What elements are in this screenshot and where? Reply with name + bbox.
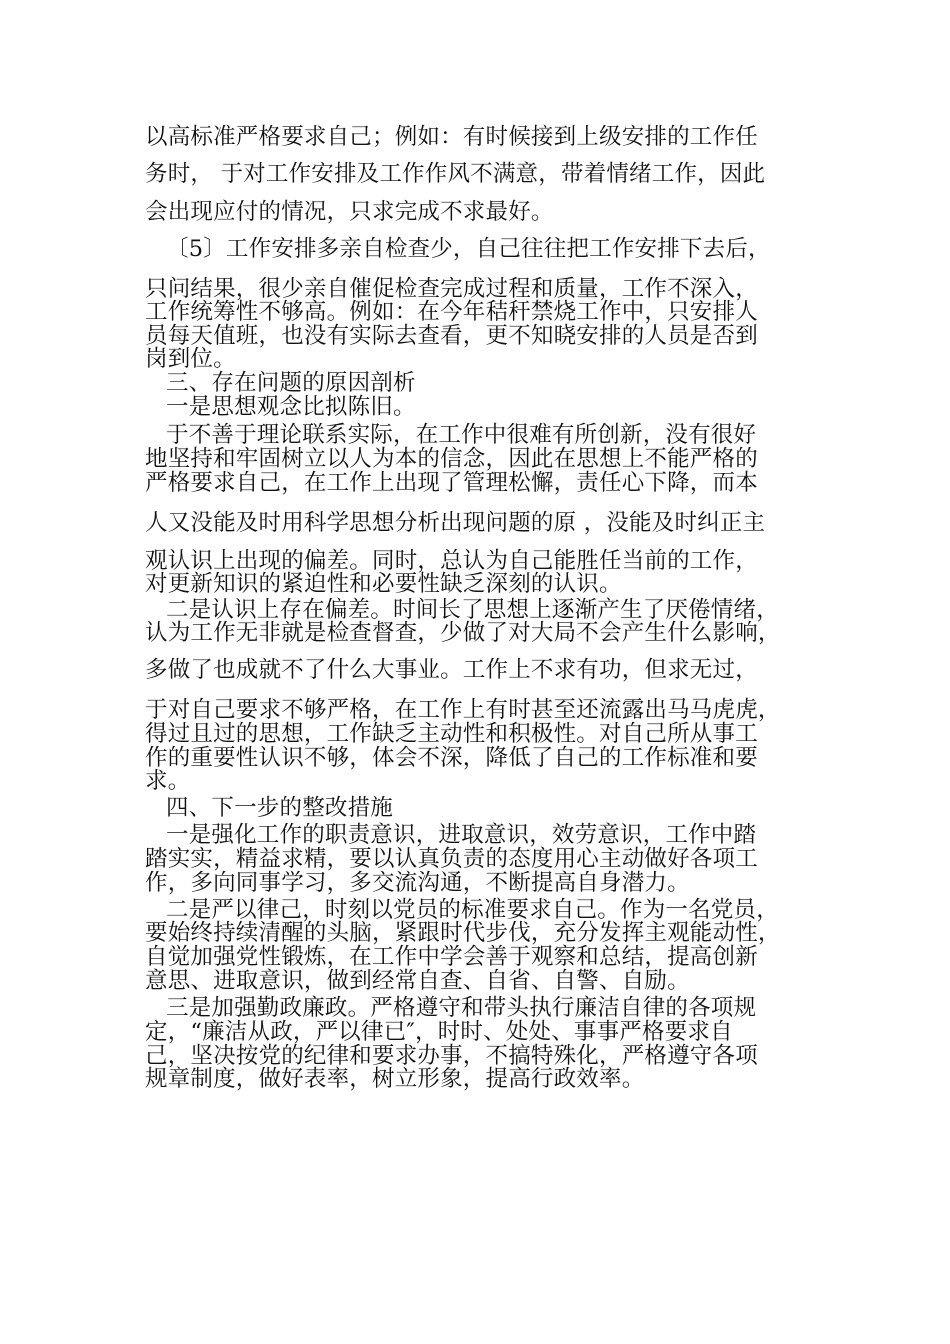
text-line: 一是强化工作的职责意识，进取意识，效劳意识，工作中踏	[166, 822, 757, 848]
text-line: 定，“廉洁从政，严以律已″，时时、处处、事事严格要求自	[145, 1019, 733, 1045]
text-line: 二是认识上存在偏差。时间长了思想上逐渐产生了厌倦情绪，	[166, 597, 779, 623]
text-line: 多做了也成就不了什么大事业。工作上不求有功，但求无过，	[145, 657, 758, 683]
text-line: 自觉加强党性锻炼，在工作中学会善于观察和总结，提高创新	[145, 944, 758, 970]
text-line: 员每天值班，也没有实际去查看，更不知晓安排的人员是否到	[145, 323, 758, 349]
text-line: 严格要求自己，在工作上出现了管理松懈，责任心下降，而本	[145, 470, 758, 496]
text-line: 作，多向同事学习，多交流沟通，不断提高自身潜力。	[145, 870, 690, 896]
text-line: 意思、进取意识，做到经常自查、自省、自警、自励。	[145, 968, 690, 994]
text-line: 对更新知识的紧迫性和必要性缺乏深刻的认识。	[145, 571, 622, 597]
section-heading: 四、下一步的整改措施	[166, 795, 394, 821]
text-line: 作的重要性认识不够，体会不深，降低了自己的工作标准和要	[145, 745, 758, 771]
text-line: 地坚持和牢固树立以人为本的信念，因此在思想上不能严格的	[145, 446, 758, 472]
text-line: 于不善于理论联系实际，在工作中很难有所创新，没有很好	[166, 422, 757, 448]
text-line: 得过且过的思想，工作缺乏主动性和积极性。对自己所从事工	[145, 721, 758, 747]
text-line: 踏实实，精益求精，要以认真负责的态度用心主动做好各项工	[145, 846, 758, 872]
text-line: 认为工作无非就是检查督查，少做了对大局不会产生什么影响，	[145, 620, 781, 646]
text-line: 观认识上出现的偏差。同时，总认为自己能胜任当前的工作，	[145, 548, 758, 574]
text-line: 一是思想观念比拟陈旧。	[166, 394, 416, 420]
text-line: 求。	[145, 768, 191, 794]
text-line: 工作统筹性不够高。例如：在今年秸秆禁烧工作中，只安排人	[145, 299, 758, 325]
text-line: 规章制度，做好表率，树立形象，提高行政效率。	[145, 1066, 645, 1092]
text-line: 二是严以律己，时刻以党员的标准要求自己。作为一名党员，	[166, 897, 779, 923]
text-line: 只问结果，很少亲自催促检查完成过程和质量，工作不深入，	[145, 276, 758, 302]
text-line: 岗到位。	[145, 346, 236, 372]
text-line: 要始终持续清醒的头脑，紧跟时代步伐，充分发挥主观能动性，	[145, 920, 781, 946]
text-line: 三是加强勤政廉政。严格遵守和带头执行廉洁自律的各项规	[166, 995, 757, 1021]
text-line: 于对自己要求不够严格，在工作上有时甚至还流露出马马虎虎，	[145, 697, 781, 723]
text-line: 人又没能及时用科学思想分析出现问题的原 ，没能及时纠正主	[145, 510, 766, 536]
text-line: 会出现应付的情况，只求完成不求最好。	[145, 199, 554, 225]
text-line: 己，坚决按党的纪律和要求办事，不搞特殊化，严格遵守各项	[145, 1043, 758, 1069]
text-line: 〔5〕工作安排多亲自检查少，自己往往把工作安排下去后，	[166, 236, 771, 262]
text-line: 务时， 于对工作安排及工作作风不满意，带着情绪工作，因此	[145, 161, 766, 187]
text-line: 以高标准严格要求自己；例如：有时候接到上级安排的工作任	[145, 124, 758, 150]
section-heading: 三、存在问题的原因剖析	[166, 370, 416, 396]
